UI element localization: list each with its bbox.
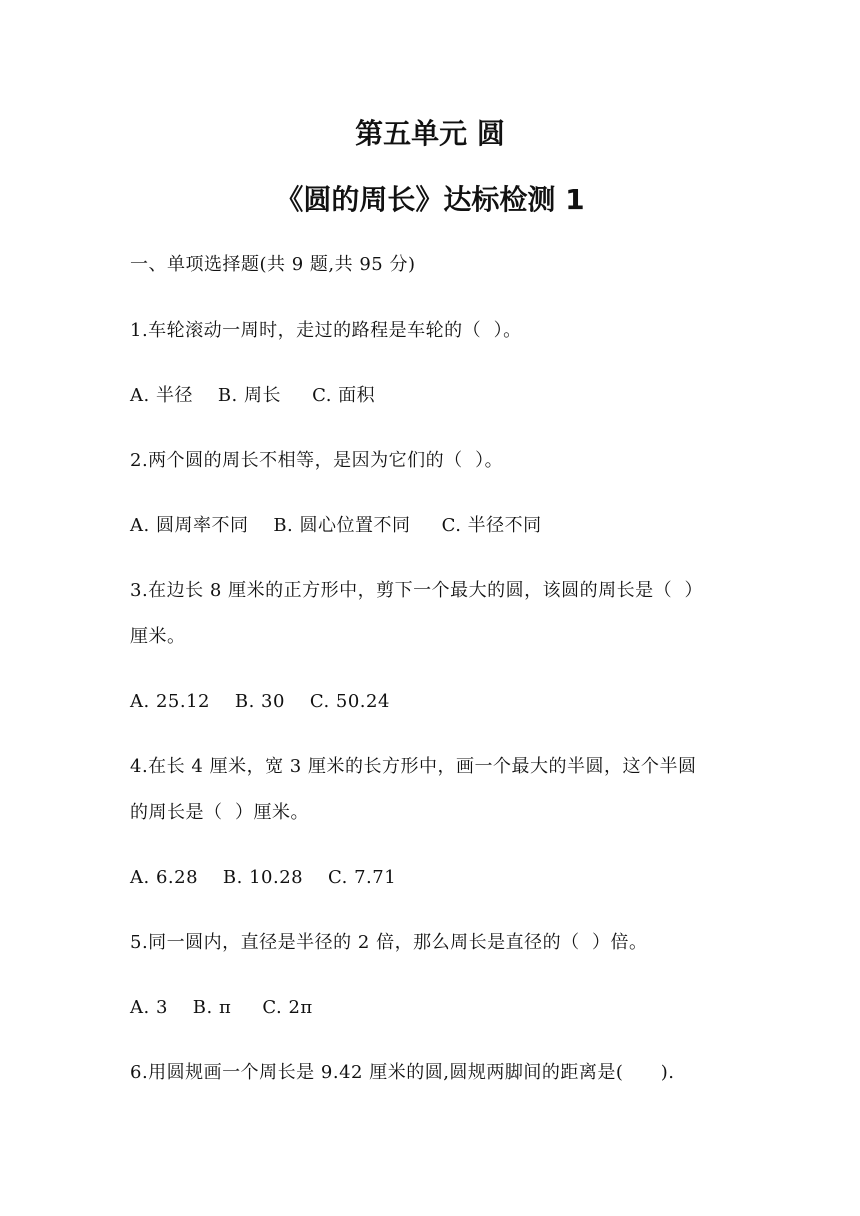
question-6-stem: 6.用圆规画一个周长是 9.42 厘米的圆,圆规两脚间的距离是( ). bbox=[130, 1062, 675, 1083]
unit-title: 第五单元 圆 bbox=[355, 117, 505, 150]
question-3-stem-line-2: 厘米。 bbox=[130, 626, 186, 647]
question-2-stem: 2.两个圆的周长不相等，是因为它们的（ ）。 bbox=[130, 450, 504, 471]
question-4-stem-line-2: 的周长是（ ）厘米。 bbox=[130, 802, 309, 823]
question-4-stem-line-1: 4.在长 4 厘米，宽 3 厘米的长方形中，画一个最大的半圆，这个半圆 bbox=[130, 756, 697, 777]
question-1-stem: 1.车轮滚动一周时，走过的路程是车轮的（ ）。 bbox=[130, 320, 522, 341]
section-heading: 一、单项选择题(共 9 题,共 95 分) bbox=[130, 254, 416, 275]
question-3-options: A. 25.12 B. 30 C. 50.24 bbox=[130, 691, 390, 712]
question-1-options: A. 半径 B. 周长 C. 面积 bbox=[130, 385, 376, 406]
question-4-options: A. 6.28 B. 10.28 C. 7.71 bbox=[130, 867, 397, 888]
question-5-options: A. 3 B. π C. 2π bbox=[130, 997, 313, 1018]
lesson-subtitle: 《圆的周长》达标检测 1 bbox=[275, 183, 585, 216]
question-3-stem-line-1: 3.在边长 8 厘米的正方形中，剪下一个最大的圆，该圆的周长是（ ） bbox=[130, 580, 704, 601]
question-5-stem: 5.同一圆内，直径是半径的 2 倍，那么周长是直径的（ ）倍。 bbox=[130, 932, 648, 953]
question-2-options: A. 圆周率不同 B. 圆心位置不同 C. 半径不同 bbox=[130, 515, 542, 536]
